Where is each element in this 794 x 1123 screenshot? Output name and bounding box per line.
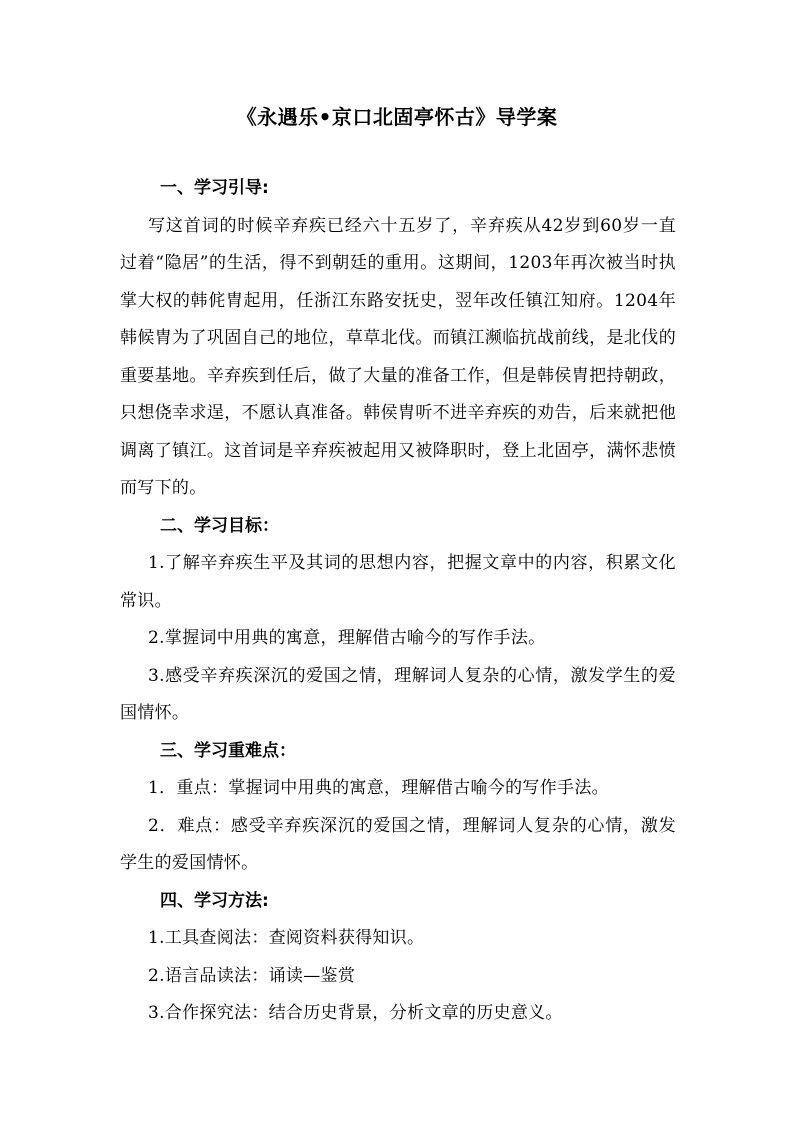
section-guide-paragraph: 写这首词的时候辛弃疾已经六十五岁了，辛弃疾从42岁到60岁一直过着“隐居”的生活，得不到朝廷的重用。这期间，1203年再次被当时执掌大权的韩侂胄起用，任浙江东路安抚史，翌年改任镇江知府。1204年韩候胄为了巩固自己的地位，草草北伐。而镇江濒临抗战前线，是北伐的重要基地。辛弃疾到任后，做了大量的准备工作，但是韩侯胄把持朝政，只想侥幸求逞，不愿认真准备。韩侯胄听不进辛弃疾的劝告，后来就把他调离了镇江。这首词是辛弃疾被起用又被降职时，登上北固亭，满怀悲愤而写下的。 [120, 215, 676, 498]
goal-item-1: 1.了解辛弃疾生平及其词的思想内容，把握文章中的内容，积累文化常识。 [120, 553, 676, 611]
section-heading-key-points: 三、学习重难点： [160, 740, 296, 761]
goal-item-2: 2.掌握词中用典的寓意，理解借古喻今的写作手法。 [148, 628, 546, 648]
key-point-item-2: 2．难点：感受辛弃疾深沉的爱国之情，理解词人复杂的心情，激发学生的爱国情怀。 [120, 815, 676, 873]
key-point-item-1: 1．重点：掌握词中用典的寓意，理解借古喻今的写作手法。 [148, 778, 609, 798]
document-body [120, 170, 676, 1033]
method-item-1: 1.工具查阅法：查阅资料获得知识。 [148, 928, 425, 948]
method-item-3: 3.合作探究法：结合历史背景，分析文章的历史意义。 [148, 1003, 563, 1023]
section-heading-goals: 二、学习目标： [160, 515, 279, 536]
section-heading-guide: 一、学习引导: [160, 178, 269, 198]
section-heading-methods: 四、学习方法: [160, 890, 269, 911]
method-item-2: 2.语言品读法：诵读—鉴赏 [148, 965, 356, 986]
goal-item-3: 3.感受辛弃疾深沉的爱国之情，理解词人复杂的心情，激发学生的爱国情怀。 [120, 665, 676, 723]
document-title: 《永遇乐•京口北固亭怀古》导学案 [236, 105, 558, 129]
